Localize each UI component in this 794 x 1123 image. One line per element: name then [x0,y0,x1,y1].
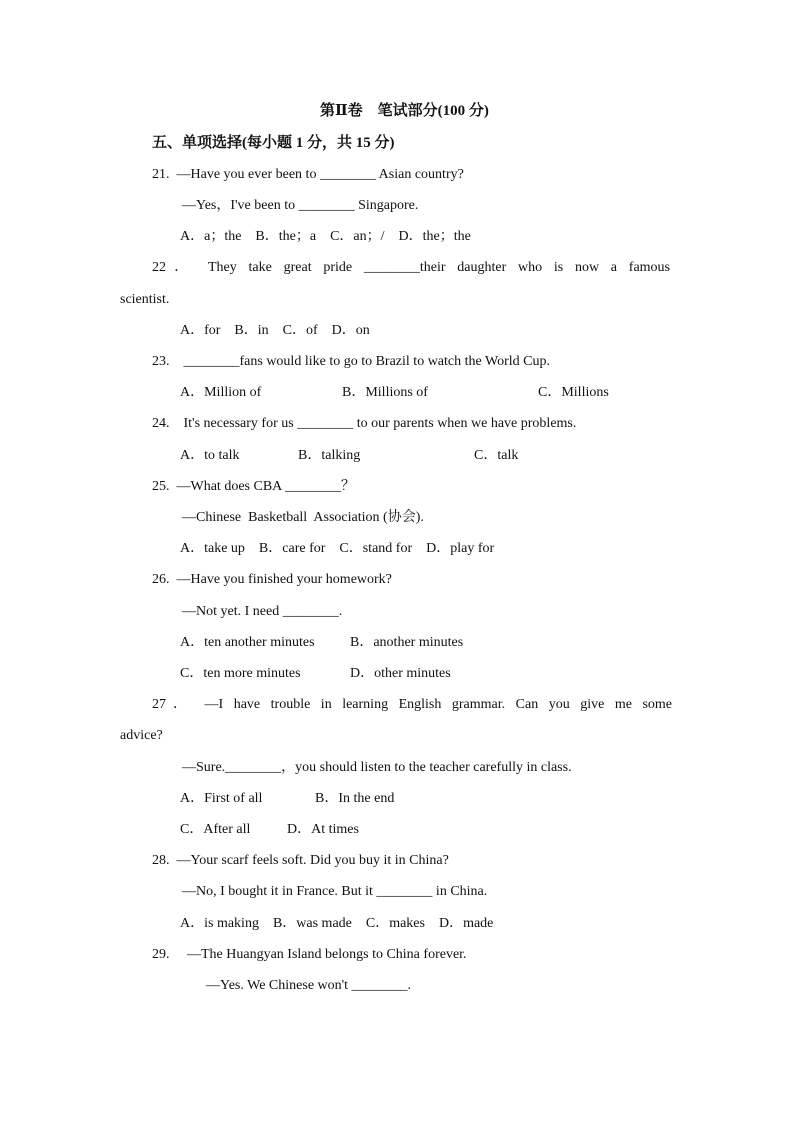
q24-option-b: B．talking [298,448,361,463]
q29-stem: 29. —The Huangyan Island belongs to China forever. [152,947,467,962]
q27-option-d: D．At times [287,822,359,837]
q27-stem-line2: advice? [120,728,163,743]
q24-option-a: A．to talk [180,448,240,463]
q26-option-d: D．other minutes [350,666,451,681]
q21-stem: 21. —Have you ever been to ________ Asian country? [152,167,464,182]
q27-option-a: A．First of all [180,791,263,806]
q24-option-c: C．talk [474,448,519,463]
q26-option-c: C．ten more minutes [180,666,301,681]
q22-options: A．for B．in C．of D．on [180,323,370,338]
q25-reply: —Chinese Basketball Association (协会). [182,510,424,525]
q28-options: A．is making B．was made C．makes D．made [180,916,494,931]
q22-stem-line2: scientist. [120,292,170,307]
q21-options: A．a；the B．the；a C．an；/ D．the；the [180,229,471,244]
q26-reply: —Not yet. I need ________. [182,604,343,619]
q26-stem: 26. —Have you finished your homework? [152,572,392,587]
q29-reply: —Yes. We Chinese won't ________. [206,978,412,993]
q23-stem: 23. ________fans would like to go to Brazil to watch the World Cup. [152,354,550,369]
q21-reply: —Yes，I've been to ________ Singapore. [182,198,419,213]
q28-stem: 28. —Your scarf feels soft. Did you buy it in China? [152,853,449,868]
q25-options: A．take up B．care for C．stand for D．play for [180,541,495,556]
q26-option-b: B．another minutes [350,635,464,650]
q27-reply: —Sure.________，you should listen to the teacher carefully in class. [182,760,572,775]
q26-option-a: A．ten another minutes [180,635,315,650]
q23-option-b: B．Millions of [342,385,428,400]
q23-option-c: C．Millions [538,385,609,400]
section-title: 五、单项选择(每小题 1 分，共 15 分) [152,135,395,151]
q25-stem: 25. —What does CBA ________？ [152,479,355,494]
q23-option-a: A．Million of [180,385,262,400]
q28-reply: —No, I bought it in France. But it ________ in China. [182,884,488,899]
q27-option-c: C．After all [180,822,251,837]
q27-option-b: B．In the end [315,791,395,806]
part-title: 第Ⅱ卷 笔试部分(100 分) [320,103,489,119]
q24-stem: 24. It's necessary for us ________ to our parents when we have problems. [152,416,577,431]
q27-stem-line1: 27． —I have trouble in learning English grammar. Can you give me some [152,697,672,712]
q22-stem-line1: 22． They take great pride ________their daughter who is now a famous [152,260,670,275]
